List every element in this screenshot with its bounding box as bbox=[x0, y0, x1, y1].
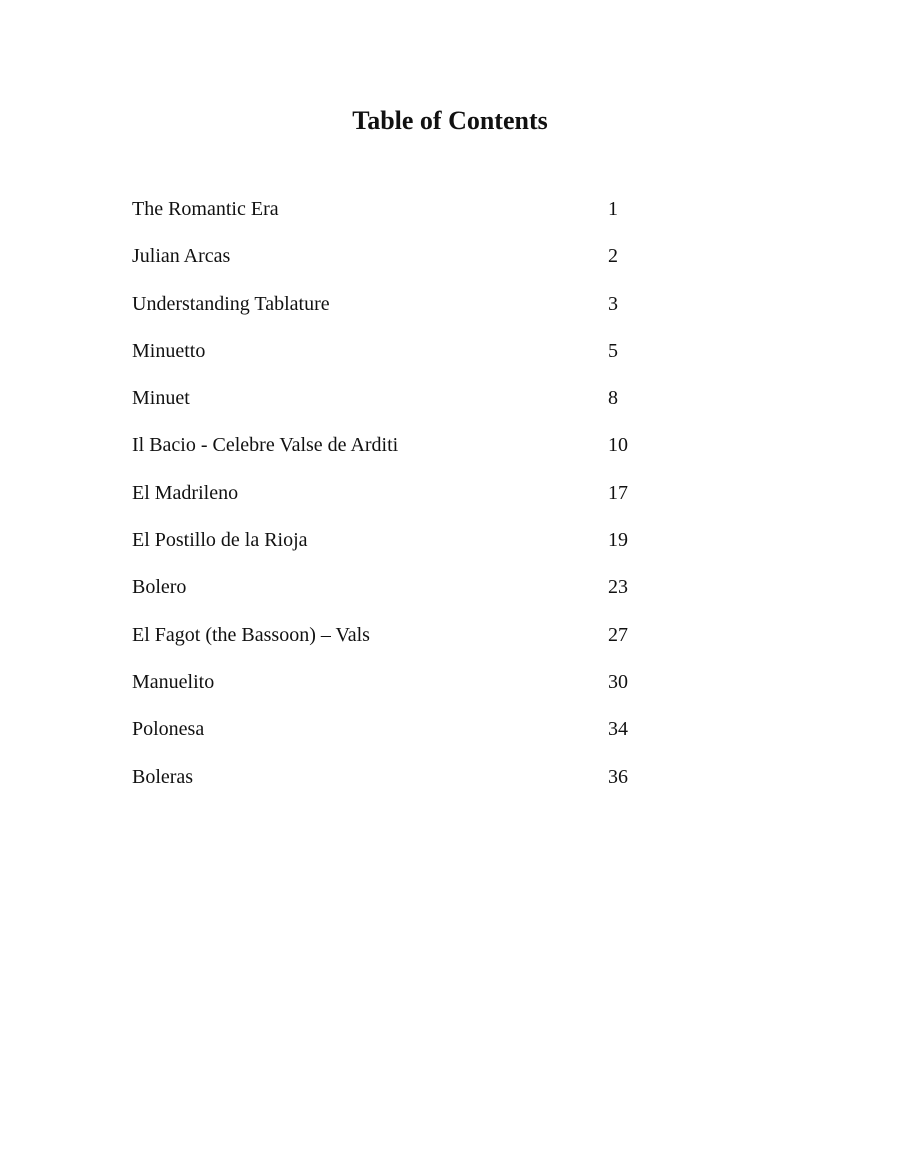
toc-entry-page-number: 30 bbox=[608, 670, 628, 693]
toc-entry-title: Minuetto bbox=[132, 339, 206, 362]
toc-entry bbox=[132, 384, 652, 431]
toc-entry bbox=[132, 621, 652, 668]
toc-entry bbox=[132, 431, 652, 478]
toc-entry bbox=[132, 715, 652, 762]
toc-entry bbox=[132, 242, 652, 289]
toc-entry-page-number: 10 bbox=[608, 434, 628, 457]
table-of-contents bbox=[132, 195, 652, 810]
toc-entry bbox=[132, 290, 652, 337]
toc-entry-title: Boleras bbox=[132, 765, 194, 788]
toc-entry-title: Manuelito bbox=[132, 670, 215, 693]
toc-entry bbox=[132, 668, 652, 715]
toc-entry-title: Julian Arcas bbox=[132, 245, 231, 268]
toc-entry bbox=[132, 573, 652, 620]
toc-entry-title: Il Bacio - Celebre Valse de Arditi bbox=[132, 434, 399, 457]
toc-entry-title: El Postillo de la Rioja bbox=[132, 529, 308, 552]
toc-entry bbox=[132, 337, 652, 384]
toc-entry bbox=[132, 479, 652, 526]
toc-entry-page-number: 27 bbox=[608, 623, 628, 646]
toc-entry-page-number: 5 bbox=[608, 339, 618, 362]
toc-entry-page-number: 2 bbox=[608, 245, 618, 268]
toc-entry-page-number: 3 bbox=[608, 292, 618, 315]
toc-entry-page-number: 34 bbox=[608, 718, 628, 741]
toc-entry-title: Polonesa bbox=[132, 718, 205, 741]
toc-entry-page-number: 36 bbox=[608, 765, 628, 788]
toc-entry-title: The Romantic Era bbox=[132, 198, 279, 220]
toc-entry bbox=[132, 195, 652, 242]
toc-entry-title: El Madrileno bbox=[132, 481, 239, 504]
page-title: Table of Contents bbox=[352, 106, 548, 135]
toc-entry bbox=[132, 526, 652, 573]
toc-entry bbox=[132, 763, 652, 810]
toc-entry-page-number: 8 bbox=[608, 387, 618, 410]
toc-entry-title: Understanding Tablature bbox=[132, 292, 330, 315]
toc-entry-title: Bolero bbox=[132, 576, 187, 599]
toc-entry-page-number: 1 bbox=[608, 198, 618, 220]
toc-entry-title: El Fagot (the Bassoon) – Vals bbox=[132, 623, 370, 646]
toc-entry-page-number: 17 bbox=[608, 481, 628, 504]
toc-entry-title: Minuet bbox=[132, 387, 190, 410]
toc-entry-page-number: 23 bbox=[608, 576, 628, 599]
toc-entry-page-number: 19 bbox=[608, 529, 628, 552]
